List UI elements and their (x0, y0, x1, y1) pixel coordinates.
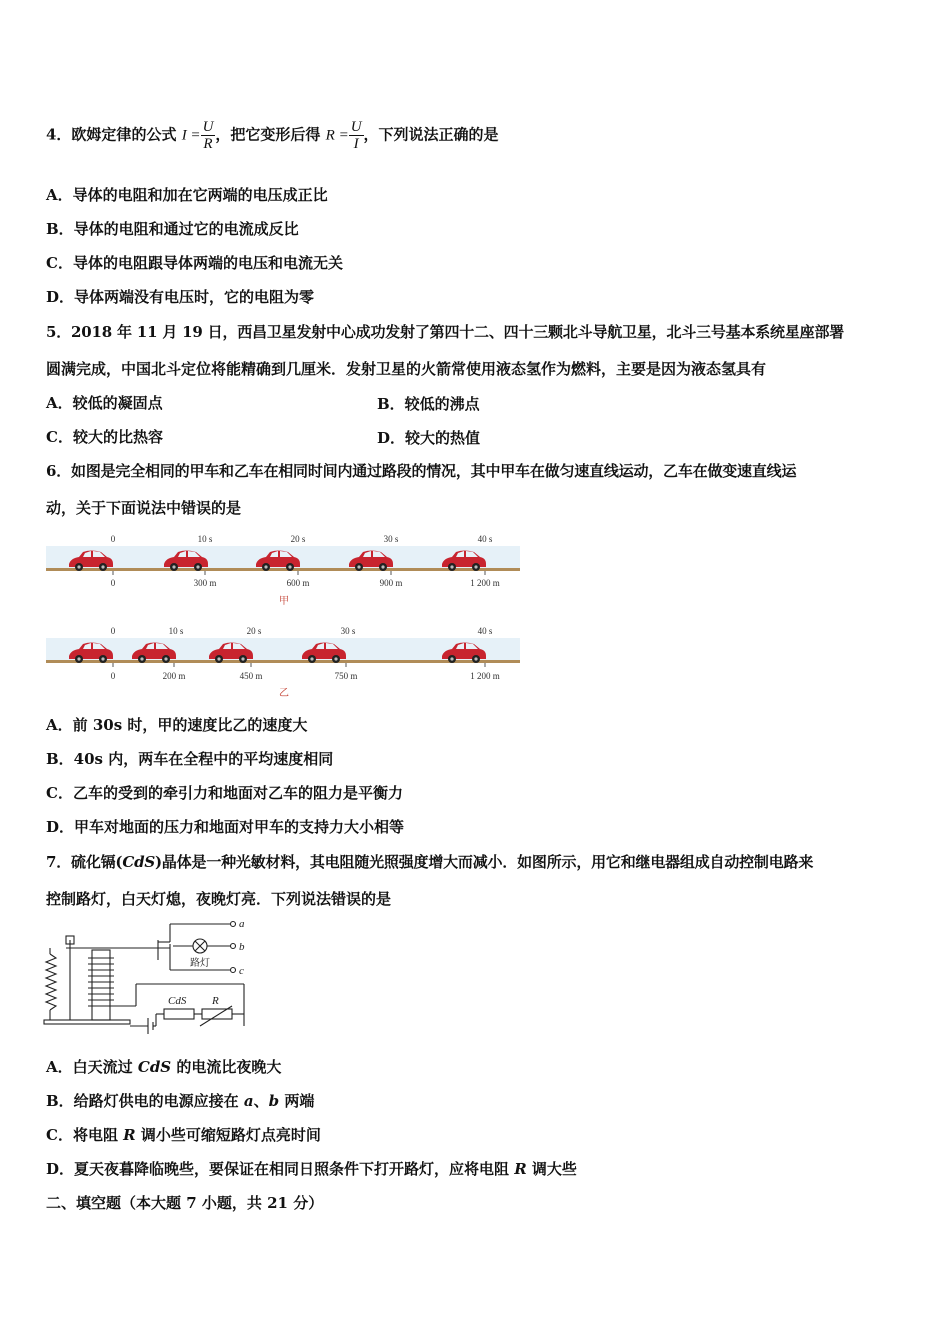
q5-stem-line1: 5．2018 年 11 月 19 日，西昌卫星发射中心成功发射了第四十二、四十三颗北斗导航卫星，北斗三号基本系统星座部署 (46, 323, 845, 341)
jia-time-3: 30 s (383, 534, 399, 544)
q4-f1-denominator: R (203, 136, 213, 152)
yi-distance-3: 750 m (334, 671, 358, 681)
yi-time-3: 30 s (340, 626, 356, 636)
q7-optB-a: a (243, 1092, 254, 1110)
q5-option-c[interactable]: C．较大的比热容 (46, 428, 163, 446)
yi-distance-2: 450 m (239, 671, 263, 681)
jia-distance-1: 300 m (193, 578, 217, 588)
q7-optD-pre: D．夏天夜暮降临晚些，要保证在相同日照条件下打开路灯，应将电阻 (46, 1160, 515, 1178)
q7-option-c[interactable] (46, 1125, 321, 1145)
q6-car-figure (44, 530, 524, 700)
q7-optB-post: 两端 (279, 1092, 315, 1110)
q4-option-a[interactable]: A．导体的电阻和加在它两端的电压成正比 (46, 186, 328, 204)
q4-stem (46, 119, 499, 152)
yi-time-1: 10 s (168, 626, 184, 636)
q7-option-a[interactable] (46, 1057, 281, 1077)
q4-formula1-fraction (201, 119, 216, 152)
q6-option-b[interactable]: B．40s 内，两车在全程中的平均速度相同 (46, 750, 334, 768)
q7-optC-pre: C．将电阻 (46, 1126, 124, 1144)
yi-distance-0: 0 (110, 671, 116, 681)
yi-time-0: 0 (110, 626, 116, 636)
jia-label: 甲 (279, 596, 289, 607)
q7-option-b[interactable] (46, 1091, 314, 1111)
jia-distance-2: 600 m (286, 578, 310, 588)
yi-distance-1: 200 m (162, 671, 186, 681)
q7-option-d[interactable] (46, 1159, 577, 1179)
q7-optB-mid: 、 (253, 1092, 269, 1110)
q7-optB-b: b (268, 1092, 280, 1110)
q4-option-c[interactable]: C．导体的电阻跟导体两端的电压和电流无关 (46, 254, 343, 272)
q7-optA-pre: A．白天流过 (46, 1058, 138, 1076)
q5-option-d[interactable]: D．较大的热值 (377, 429, 481, 447)
q7-line1-a: 7．硫化镉( (46, 853, 123, 871)
section2-heading: 二、填空题（本大题 7 小题，共 21 分） (46, 1194, 324, 1212)
q7-terminal-c: c (239, 965, 244, 977)
q4-prefix: 4．欧姆定律的公式 (46, 125, 177, 144)
q7-line1-b: )晶体是一种光敏材料，其电阻随光照强度增大而减小．如图所示，用它和继电器组成自动控制电路来 (155, 853, 814, 871)
q7-terminal-a: a (239, 918, 245, 930)
q7-terminal-b: b (239, 941, 245, 953)
jia-time-1: 10 s (197, 534, 213, 544)
q4-option-d[interactable]: D．导体两端没有电压时，它的电阻为零 (46, 288, 315, 306)
q7-optB-pre: B．给路灯供电的电源应接在 (46, 1092, 244, 1110)
q7-r-label: R (212, 995, 219, 1007)
q6-option-a[interactable]: A．前 30s 时，甲的速度比乙的速度大 (46, 716, 308, 734)
q7-optA-cds: CdS (137, 1058, 172, 1076)
q5-option-b[interactable]: B．较低的沸点 (377, 395, 480, 413)
q7-stem-line1 (46, 852, 813, 872)
q7-line1-cds: CdS (122, 853, 156, 871)
jia-time-4: 40 s (477, 534, 493, 544)
jia-distance-3: 900 m (379, 578, 403, 588)
q4-option-b[interactable]: B．导体的电阻和通过它的电流成反比 (46, 220, 299, 238)
q6-option-d[interactable]: D．甲车对地面的压力和地面对甲车的支持力大小相等 (46, 818, 405, 836)
jia-time-2: 20 s (290, 534, 306, 544)
q7-optC-post: 调小些可缩短路灯点亮时间 (135, 1126, 321, 1144)
q4-formula2-lhs: R = (325, 127, 349, 144)
jia-distance-4: 1 200 m (470, 578, 500, 588)
yi-time-4: 40 s (477, 626, 493, 636)
q7-stem-line2: 控制路灯，白天灯熄，夜晚灯亮．下列说法错误的是 (46, 890, 392, 908)
q4-formula2-fraction (349, 119, 364, 152)
q4-mid: ，把它变形后得 (215, 125, 321, 144)
yi-time-2: 20 s (246, 626, 262, 636)
q4-f2-numerator: U (350, 119, 362, 135)
jia-time-0: 0 (110, 534, 116, 544)
q4-formula1-lhs: I = (181, 127, 201, 144)
q7-lamp-label: 路灯 (190, 958, 210, 969)
q5-stem-line2: 圆满完成，中国北斗定位将能精确到几厘米．发射卫星的火箭常使用液态氢作为燃料，主要是因为液态氢具有 (46, 360, 767, 378)
q7-optA-post: 的电流比夜晚大 (171, 1058, 282, 1076)
q7-optC-r: R (123, 1126, 136, 1144)
q6-option-c[interactable]: C．乙车的受到的牵引力和地面对乙车的阻力是平衡力 (46, 784, 403, 802)
q7-optD-r: R (514, 1160, 527, 1178)
q7-optD-post: 调大些 (526, 1160, 577, 1178)
yi-distance-4: 1 200 m (470, 671, 500, 681)
q7-circuit-figure (40, 914, 250, 1038)
q7-cds-label: CdS (168, 995, 187, 1007)
q4-f1-numerator: U (202, 119, 214, 135)
q4-suffix: ，下列说法正确的是 (363, 125, 499, 144)
jia-distance-0: 0 (110, 578, 116, 588)
q4-f2-denominator: I (353, 136, 359, 152)
q6-stem-line1: 6．如图是完全相同的甲车和乙车在相同时间内通过路段的情况，其中甲车在做匀速直线运动，乙车在做变速直线运 (46, 462, 797, 480)
yi-label: 乙 (279, 688, 289, 699)
q6-stem-line2: 动，关于下面说法中错误的是 (46, 499, 242, 517)
q5-option-a[interactable]: A．较低的凝固点 (46, 394, 163, 412)
